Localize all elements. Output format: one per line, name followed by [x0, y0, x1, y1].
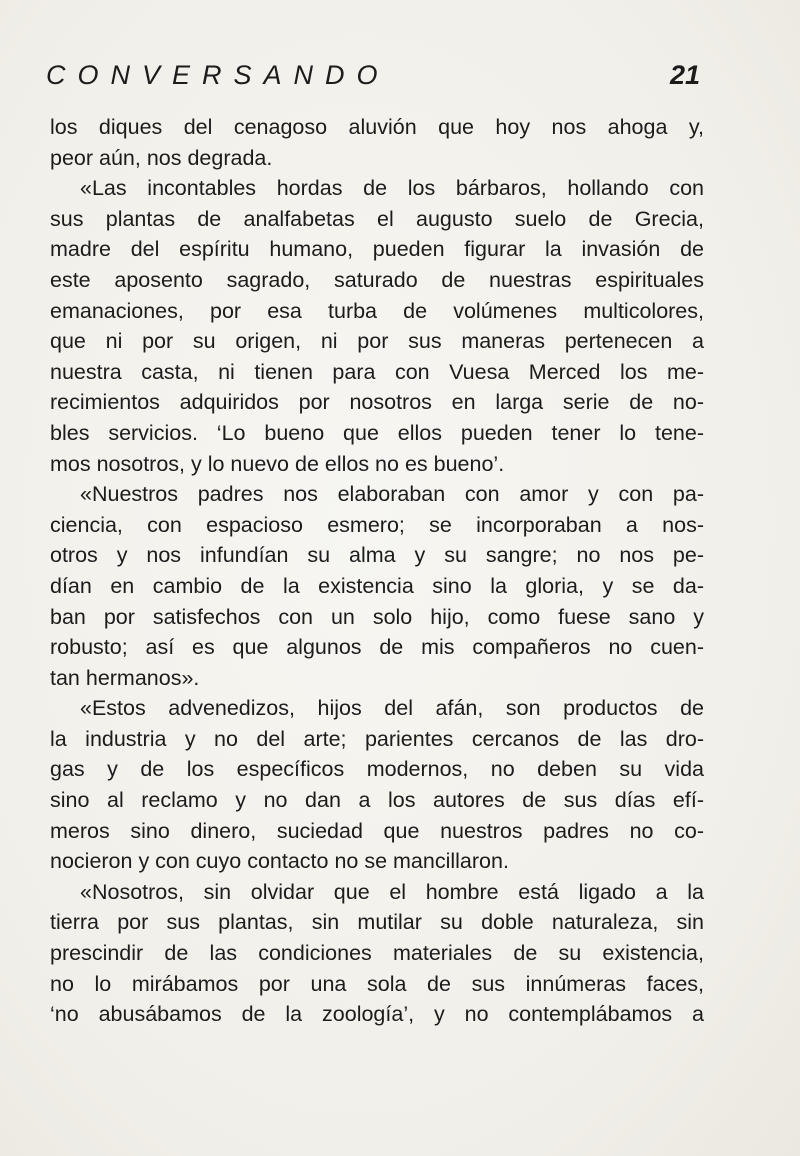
- text-line: madre del espíritu humano, pueden figurar la invasión de: [50, 237, 704, 262]
- page-number: 21: [669, 60, 700, 90]
- text-line: prescindir de las condiciones materiales de su existencia,: [50, 941, 704, 966]
- text-line: «Nuestros padres nos elaboraban con amor y con pa-: [80, 482, 704, 507]
- text-line: robusto; así es que algunos de mis compañeros no cuen-: [50, 635, 704, 660]
- text-line: nuestra casta, ni tienen para con Vuesa Merced los me-: [50, 359, 704, 384]
- text-line: peor aún, nos degrada.: [50, 145, 273, 170]
- text-line: ban por satisfechos con un solo hijo, como fuese sano y: [50, 604, 704, 629]
- text-line: sino al reclamo y no dan a los autores de sus días efí-: [50, 788, 704, 813]
- text-line: mos nosotros, y lo nuevo de ellos no es bueno’.: [50, 451, 505, 476]
- text-line: tan hermanos».: [50, 665, 200, 690]
- text-line: no lo mirábamos por una sola de sus innúmeras faces,: [50, 971, 704, 996]
- text-line: «Estos advenedizos, hijos del afán, son productos de: [80, 696, 704, 721]
- text-line: gas y de los específicos modernos, no deben su vida: [50, 757, 704, 782]
- text-line: que ni por su origen, ni por sus maneras pertenecen a: [50, 329, 704, 354]
- running-title: CONVERSANDO: [46, 60, 390, 90]
- text-line: meros sino dinero, suciedad que nuestros padres no co-: [50, 818, 704, 843]
- text-line: bles servicios. ‘Lo bueno que ellos pueden tener lo tene-: [50, 420, 704, 445]
- text-line: «Nosotros, sin olvidar que el hombre está ligado a la: [80, 879, 704, 904]
- page-header: [46, 58, 700, 98]
- text-line: otros y nos infundían su alma y su sangre; no nos pe-: [50, 543, 704, 568]
- text-line: dían en cambio de la existencia sino la gloria, y se da-: [50, 573, 704, 598]
- text-line: nocieron y con cuyo contacto no se mancillaron.: [50, 849, 509, 874]
- text-line: ciencia, con espacioso esmero; se incorporaban a nos-: [50, 512, 704, 537]
- text-line: recimientos adquiridos por nosotros en larga serie de no-: [50, 390, 704, 415]
- text-line: este aposento sagrado, saturado de nuestras espirituales: [50, 267, 704, 292]
- text-line: «Las incontables hordas de los bárbaros, hollando con: [80, 176, 704, 201]
- text-line: tierra por sus plantas, sin mutilar su doble naturaleza, sin: [50, 910, 704, 935]
- text-line: los diques del cenagoso aluvión que hoy nos ahoga y,: [50, 115, 704, 139]
- text-line: sus plantas de analfabetas el augusto suelo de Grecia,: [50, 206, 704, 231]
- body-text: [50, 112, 704, 1030]
- text-line: la industria y no del arte; parientes cercanos de las dro-: [50, 726, 704, 751]
- text-line: ‘no abusábamos de la zoología’, y no contemplábamos a: [50, 1002, 704, 1027]
- text-line: emanaciones, por esa turba de volúmenes multicolores,: [50, 298, 704, 323]
